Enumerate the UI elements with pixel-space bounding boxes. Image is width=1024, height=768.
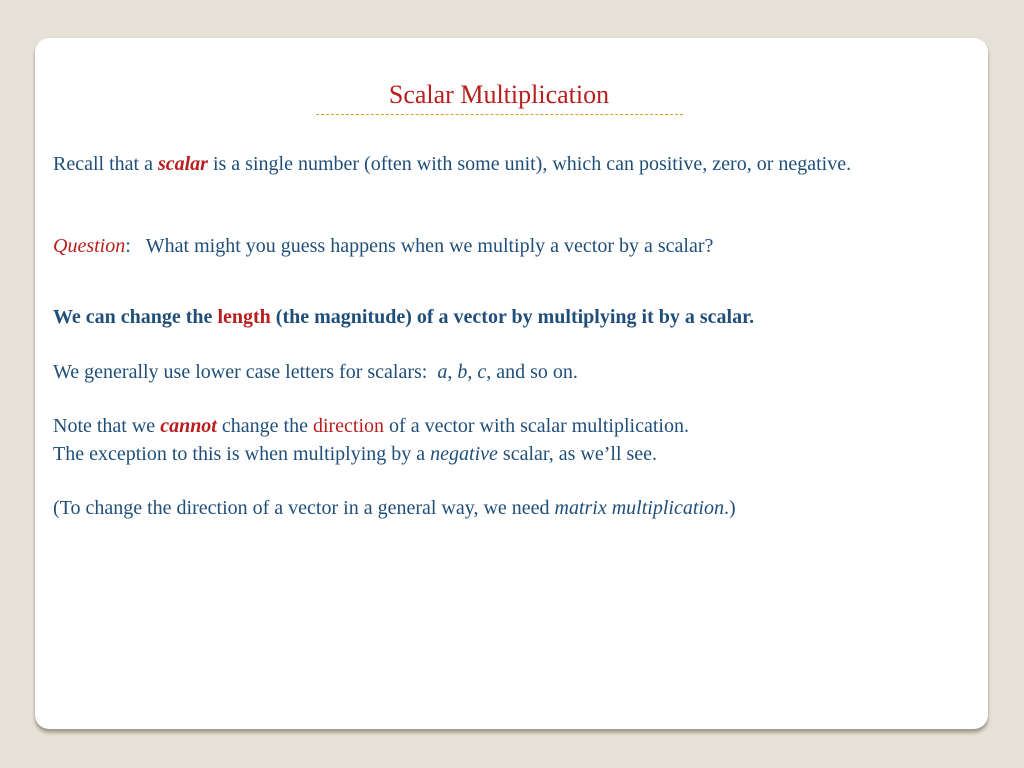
- lowercase-tail: , and so on.: [486, 361, 578, 383]
- scalar-def-text-1: Recall that a: [53, 153, 153, 175]
- paragraph-length-change: [53, 303, 955, 331]
- note-text-2: change the: [221, 415, 308, 437]
- paragraph-direction-note: [53, 412, 955, 440]
- question-text: What might you guess happens when we multiply a vector by a scalar?: [145, 235, 714, 257]
- paragraph-matrix-note: [53, 494, 955, 522]
- length-text-1: We can change the: [53, 306, 213, 328]
- paragraph-lowercase-letters: [53, 358, 955, 386]
- matrix-text-2: .): [723, 497, 736, 519]
- comma-1: ,: [447, 361, 453, 383]
- paragraph-exception: [53, 440, 955, 468]
- question-colon: :: [125, 235, 131, 257]
- question-label: Question: [53, 235, 126, 257]
- length-text-2: (the magnitude) of a vector by multiplying it by a scalar.: [275, 306, 755, 328]
- length-term: length: [217, 306, 271, 328]
- matrix-term: matrix multiplication: [554, 497, 724, 519]
- cannot-term: cannot: [160, 415, 217, 437]
- paragraph-question: [53, 232, 955, 260]
- scalar-term: scalar: [157, 153, 208, 175]
- slide-title: Scalar Multiplication: [388, 80, 610, 109]
- variable-c: c: [477, 361, 487, 383]
- negative-term: negative: [430, 443, 498, 465]
- variable-a: a: [437, 361, 448, 383]
- comma-2: ,: [467, 361, 473, 383]
- note-text-1: Note that we: [53, 415, 156, 437]
- exception-text-2: scalar, as we’ll see.: [502, 443, 658, 465]
- variable-b: b: [457, 361, 468, 383]
- exception-text-1: The exception to this is when multiplying by a: [53, 443, 426, 465]
- note-text-3: of a vector with scalar multiplication.: [389, 415, 689, 437]
- matrix-text-1: (To change the direction of a vector in a general way, we need: [53, 497, 550, 519]
- title-underline: [316, 114, 683, 115]
- direction-term: direction: [312, 415, 385, 437]
- scalar-def-text-2: is a single number (often with some unit), which can positive, zero, or negative.: [212, 153, 852, 175]
- paragraph-scalar-definition: [53, 150, 955, 178]
- lowercase-text: We generally use lower case letters for scalars:: [53, 361, 428, 383]
